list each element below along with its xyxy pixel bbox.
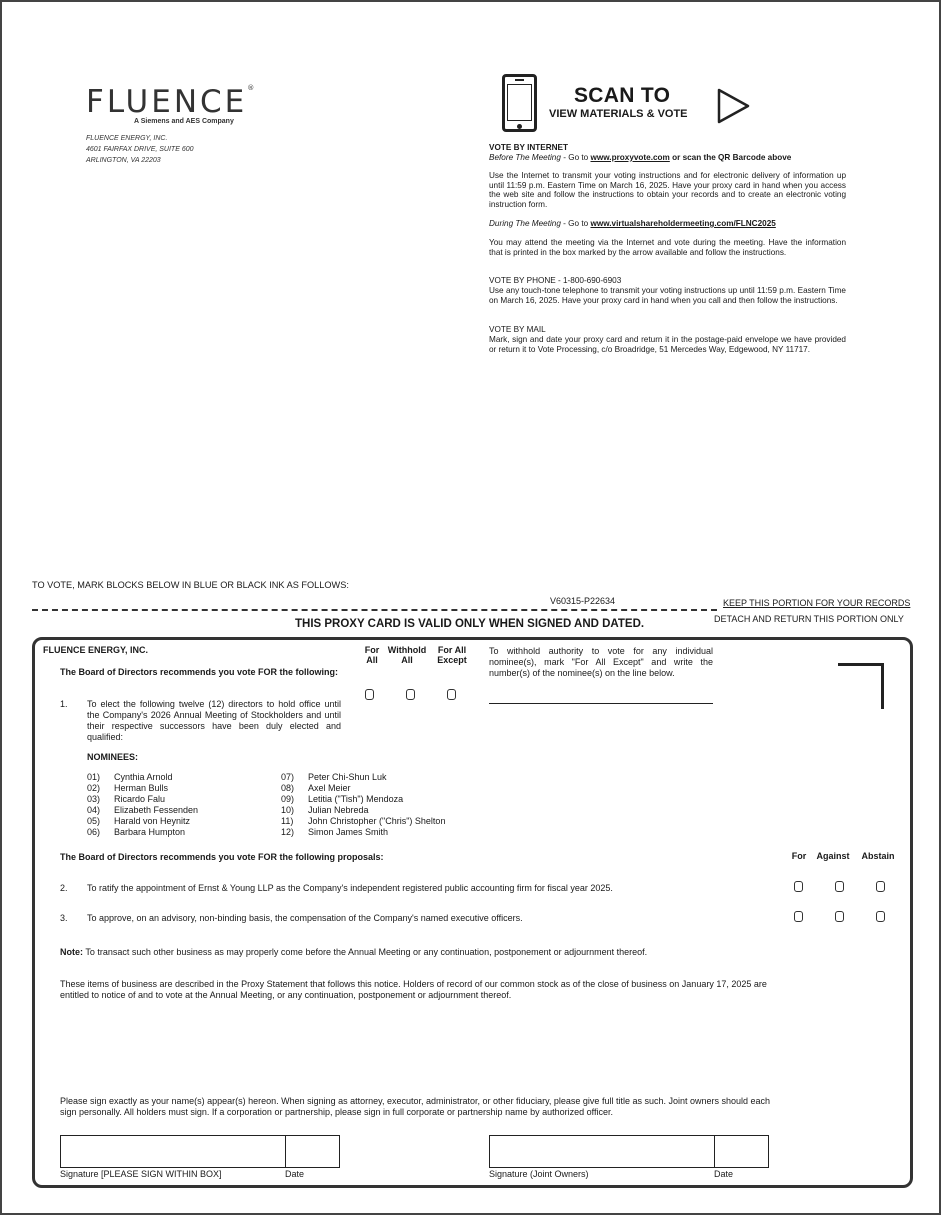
card-company-name: FLUENCE ENERGY, INC. [43,645,149,655]
nominees-heading: NOMINEES: [87,752,139,762]
col-for: For [791,851,807,861]
signing-instructions: Please sign exactly as your name(s) appear(s) hereon. When signing as attorney, executor, administrator, or other fiduciary, please give full title as such. Joint owners should each sign personally. All holders must sign. If a corporation or partnership, please sign in full corporate or partnership name by authorized officer. [60,1096,771,1117]
detach-label: DETACH AND RETURN THIS PORTION ONLY [714,614,904,624]
logo-text: FLUENCE [86,84,248,120]
col-for-all: For All [364,645,380,665]
signature-box-1[interactable] [60,1135,340,1168]
col-abstain: Abstain [861,851,895,861]
note-line [60,947,840,958]
item-3-against-checkbox[interactable] [835,911,844,922]
corner-mark [838,663,884,709]
before-meeting-label: Before The Meeting [489,152,561,162]
scan-subtitle: VIEW MATERIALS & VOTE [549,108,688,120]
mail-body: Mark, sign and date your proxy card and return it in the postage-paid envelope we have provided or return it to Vote Processing, c/o Broadridge, 51 Mercedes Way, Edgewood, NY 11717. [489,335,846,354]
withhold-all-checkbox[interactable] [406,689,415,700]
item-2-against-checkbox[interactable] [835,881,844,892]
signature-date-divider [285,1136,286,1167]
fluence-logo [86,84,254,120]
col-against: Against [816,851,850,861]
cut-line [32,609,717,611]
phone-icon [502,74,537,132]
during-body: You may attend the meeting via the Internet and vote during the meeting. Have the information that is printed in the box marked by the arrow available and follow the instructions. [489,238,846,257]
date-2-label: Date [714,1169,734,1179]
item-2-number: 2. [60,883,68,893]
phone-heading: VOTE BY PHONE - 1-800-690-6903 [489,276,622,285]
phone-body: Use any touch-tone telephone to transmit your voting instructions up until 11:59 p.m. Eastern Time on March 16, 2025. Have your proxy card in hand when you call and then follow the instructions. [489,286,846,305]
control-code: V60315-P22634 [550,596,616,606]
item-3-for-checkbox[interactable] [794,911,803,922]
internet-body: Use the Internet to transmit your voting instructions and for electronic delivery of information up until 11:59 p.m. Eastern Time on March 16, 2025. Have your proxy card in hand when you access the web site and follow the instructions to obtain your records and to create an electronic voting instruction form. [489,171,846,209]
item-1-number: 1. [60,699,68,709]
address-line: FLUENCE ENERGY, INC. [86,135,168,142]
signature-box-2[interactable] [489,1135,769,1168]
signature-date-divider [714,1136,715,1167]
item-2-for-checkbox[interactable] [794,881,803,892]
during-meeting-line [489,219,846,229]
before-meeting-line [489,153,846,163]
virtual-meeting-link[interactable]: www.virtualshareholdermeeting.com/FLNC2025 [590,219,776,228]
item-3-abstain-checkbox[interactable] [876,911,885,922]
during-meeting-goto: - Go to [560,219,591,228]
nominees-list-left: 01) Cynthia Arnold 02) Herman Bulls 03) Ricardo Falu 04) Elizabeth Fessenden 05) Harald von Heynitz 06) Barbara Humpton [87,772,199,837]
board-recommendation-1: The Board of Directors recommends you vote FOR the following: [60,667,339,677]
withhold-instruction: To withhold authority to vote for any individual nominee(s), mark "For All Except" and write the number(s) of the nominee(s) on the line below. [489,646,713,678]
proxyvote-link[interactable]: www.proxyvote.com [590,152,670,162]
col-withhold-all: Withhold All [387,645,427,665]
for-all-except-checkbox[interactable] [447,689,456,700]
logo-trademark: ® [247,84,255,92]
item-2-abstain-checkbox[interactable] [876,881,885,892]
for-all-checkbox[interactable] [365,689,374,700]
item-3-number: 3. [60,913,68,923]
items-description: These items of business are described in the Proxy Statement that follows this notice. Holders of record of our common stock as of the close of business on January 17, 2025 are entitled to notice of and to vote at the Annual Meeting, or any continuation, postponement or adjournment thereof. [60,979,767,1000]
item-1-text: To elect the following twelve (12) directors to hold office until the Company's 2026 Annual Meeting of Stockholders and until their respective successors have been duly elected and qualified: [87,699,341,742]
signature-2-label: Signature (Joint Owners) [489,1169,589,1179]
scan-title: SCAN TO [574,84,671,107]
address-line: 4601 FAIRFAX DRIVE, SUITE 600 [86,146,194,153]
signature-1-label: Signature [PLEASE SIGN WITHIN BOX] [60,1169,222,1179]
valid-notice: THIS PROXY CARD IS VALID ONLY WHEN SIGNED AND DATED. [295,618,645,630]
note-label: Note: [60,947,83,957]
nominees-list-right: 07) Peter Chi-Shun Luk 08) Axel Meier 09) Letitia ("Tish") Mendoza 10) Julian Nebreda 11) John Christopher ("Chris") Shelton 12) Simon James Smith [281,772,446,837]
nominee-exception-line[interactable] [489,703,713,704]
before-meeting-tail: or scan the QR Barcode above [669,152,792,162]
internet-heading: VOTE BY INTERNET [489,143,569,152]
during-meeting-label: During The Meeting [489,219,561,228]
keep-portion-label: KEEP THIS PORTION FOR YOUR RECORDS [723,598,911,608]
col-for-all-except: For All Except [437,645,467,665]
item-3-text: To approve, on an advisory, non-binding basis, the compensation of the Company's named executive officers. [87,913,523,923]
item-2-text: To ratify the appointment of Ernst & Young LLP as the Company's independent registered public accounting firm for fiscal year 2025. [87,883,613,893]
note-text: To transact such other business as may properly come before the Annual Meeting or any continuation, postponement or adjournment thereof. [83,947,648,957]
address-line: ARLINGTON, VA 22203 [86,157,161,164]
logo-subtitle: A Siemens and AES Company [134,118,234,125]
date-1-label: Date [285,1169,305,1179]
before-meeting-goto: - Go to [560,152,591,162]
to-vote-instruction: TO VOTE, MARK BLOCKS BELOW IN BLUE OR BLACK INK AS FOLLOWS: [32,580,349,590]
play-arrow-icon [716,87,752,125]
board-recommendation-2: The Board of Directors recommends you vote FOR the following proposals: [60,852,384,862]
mail-heading: VOTE BY MAIL [489,325,546,334]
company-address [86,133,194,166]
vote-internet-section [489,143,846,162]
